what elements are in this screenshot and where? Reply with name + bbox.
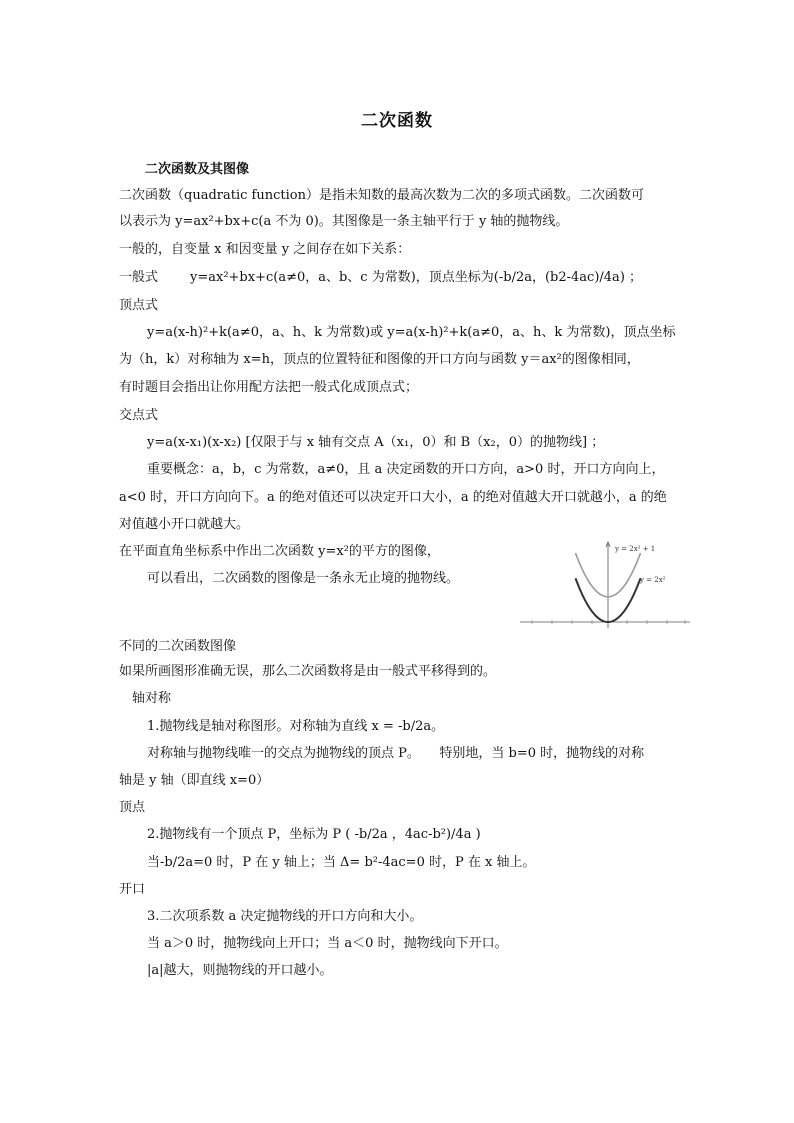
vertex-item2b: 当-b/2a=0 时，P 在 y 轴上；当 Δ= b²-4ac=0 时，P 在 x 轴上。: [147, 855, 536, 870]
vertex-form-label: 顶点式: [119, 298, 159, 313]
intercept-form-label: 交点式: [119, 408, 159, 423]
axis-item1: 1.抛物线是轴对称图形。对称轴为直线 x = -b/2a。: [147, 719, 445, 734]
vertex-heading: 顶点: [119, 800, 146, 815]
open-item3b: 当 a＞0 时，抛物线向上开口；当 a＜0 时，抛物线向下开口。: [147, 936, 508, 951]
concept-line3: 对值越小开口就越大。: [119, 517, 250, 532]
vertex-form-line2: 为（h，k）对称轴为 x=h，顶点的位置特征和图像的开口方向与函数 y＝ax²的图像相同，: [119, 352, 640, 367]
vertex-item2: 2.抛物线有一个顶点 P，坐标为 P ( -b/2a ，4ac-b²)/4a ): [147, 827, 481, 842]
axis-symmetry-heading: 轴对称: [132, 691, 172, 706]
opening-heading: 开口: [119, 882, 146, 897]
para1-line1: 二次函数（quadratic function）是指未知数的最高次数为二次的多项式函数。二次函数可: [119, 188, 644, 203]
para1-line2: 以表示为 y=ax²+bx+c(a 不为 0)。其图像是一条主轴平行于 y 轴的抛物线。: [119, 214, 569, 229]
open-item3: 3.二次项系数 a 决定抛物线的开口方向和大小。: [147, 909, 423, 924]
observe-line: 可以看出，二次函数的图像是一条永无止境的抛物线。: [147, 571, 460, 586]
concept-line1: 重要概念：a，b，c 为常数，a≠0，且 a 决定函数的开口方向，a>0 时，开口方向向上，: [147, 462, 665, 477]
different-graphs-heading: 不同的二次函数图像: [119, 639, 237, 654]
general-label: 一般式: [119, 270, 159, 285]
general-formula: y=ax²+bx+c(a≠0，a、b、c 为常数)，顶点坐标为(-b/2a，(b2-4ac)/4a) ；: [190, 270, 643, 285]
graph-label-bottom: y = 2x²: [640, 576, 666, 584]
open-item3c: |a|越大，则抛物线的开口越小。: [147, 963, 333, 978]
section-heading: 二次函数及其图像: [145, 162, 250, 177]
plane-line: 在平面直角坐标系中作出二次函数 y=x²的平方的图像，: [119, 544, 440, 559]
translate-line: 如果所画图形准确无误，那么二次函数将是由一般式平移得到的。: [119, 664, 497, 679]
relation-intro: 一般的，自变量 x 和因变量 y 之间存在如下关系：: [119, 242, 411, 257]
axis-item1b: 对称轴与抛物线唯一的交点为抛物线的顶点 P。 特别地，当 b=0 时，抛物线的对称: [147, 746, 645, 761]
intercept-form-formula: y=a(x-x₁)(x-x₂) [仅限于与 x 轴有交点 A（x₁，0）和 B（x₂，0）的抛物线] ；: [147, 435, 605, 450]
vertex-form-line1: y=a(x-h)²+k(a≠0，a、h、k 为常数)或 y=a(x-h)²+k(a≠0，a、h、k 为常数)，顶点坐标: [147, 325, 676, 340]
concept-line2: a<0 时，开口方向向下。a 的绝对值还可以决定开口大小，a 的绝对值越大开口就越小，a 的绝: [119, 490, 667, 505]
vertex-form-line3: 有时题目会指出让你用配方法把一般式化成顶点式；: [119, 380, 419, 395]
page-title: 二次函数: [361, 111, 433, 131]
axis-item1c: 轴是 y 轴（即直线 x=0）: [119, 773, 270, 788]
graph-label-top: y = 2x² + 1: [615, 545, 656, 553]
parabola-graph: [520, 540, 692, 630]
